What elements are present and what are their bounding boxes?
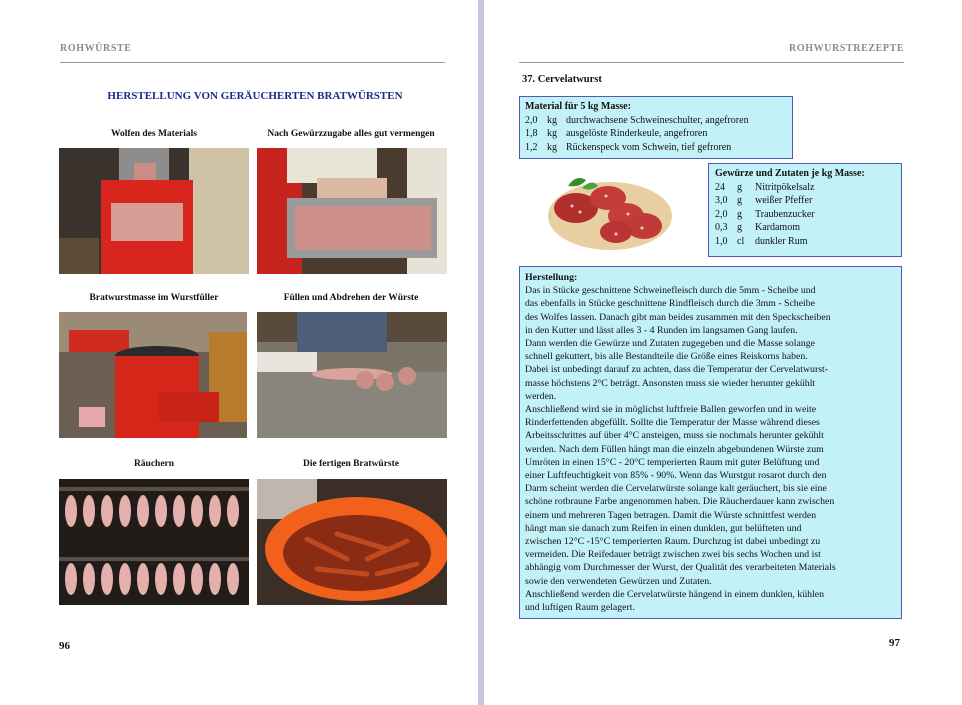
procedure-box — [519, 266, 902, 619]
photo-mincing-meat — [59, 148, 249, 274]
photo-filling-sausages — [257, 312, 447, 438]
spice-amount: 3,0 — [715, 195, 728, 206]
ingredient-amount: 1,8 — [525, 128, 538, 139]
spice-name: Kardamom — [755, 222, 800, 233]
procedure-line: Anschließend werden die Cervelatwürste hängend in einem dunklen, kühlen — [525, 588, 824, 600]
procedure-line: Anschließend wird sie in möglichst luftfreie Ballen geworfen und in weite — [525, 404, 817, 416]
photo-caption: Füllen und Abdrehen der Würste — [283, 293, 419, 303]
photo-mixing-spices — [257, 148, 447, 274]
spice-name: Nitritpökelsalz — [755, 181, 815, 193]
header-rule — [519, 62, 904, 63]
procedure-line: abhängig vom Durchmesser der Wurst, der Qualität des verarbeiteten Materials — [525, 562, 836, 574]
procedure-line: zwischen 12°C -15°C temperierten Raum. Durchzug ist dabei unbedingt zu — [525, 536, 821, 548]
spice-unit: g — [737, 222, 742, 233]
procedure-title: Herstellung: — [525, 272, 578, 283]
ingredient-name: durchwachsene Schweineschulter, angefroren — [566, 114, 749, 126]
running-head-right: ROHWURSTREZEPTE — [789, 43, 905, 54]
ingredient-row — [525, 127, 787, 141]
spice-amount: 1,0 — [715, 235, 728, 247]
ingredient-row — [525, 141, 787, 155]
spice-unit: g — [737, 181, 742, 193]
material-box-title: Material für 5 kg Masse: — [525, 101, 631, 112]
procedure-line: einem und mehreren Tagen betragen. Damit die Würste schnittfest werden — [525, 509, 817, 521]
procedure-line: Darm scheint werden die Cervelatwürste solange kalt geräuchert, bis sie eine — [525, 483, 827, 495]
photo-caption: Räuchern — [133, 459, 175, 469]
spice-row — [715, 208, 895, 222]
procedure-line: Umröten in einen 15°C - 20°C temperierten Raum mit guter Belüftung und — [525, 456, 820, 468]
photo-caption: Nach Gewürzzugabe alles gut vermengen — [267, 129, 435, 139]
photo-caption: Die fertigen Bratwürste — [302, 459, 400, 469]
spice-box-title: Gewürze und Zutaten je kg Masse: — [715, 168, 865, 179]
running-head-left: ROHWÜRSTE — [60, 43, 132, 54]
procedure-line: Arbeitsschrittes auf über 4°C ansteigen, muss sie nochmals herunter gekühlt — [525, 430, 824, 442]
ingredient-unit: kg — [547, 114, 557, 126]
ingredient-amount: 2,0 — [525, 114, 538, 126]
photo-sausage-filler — [59, 312, 247, 438]
recipe-title: 37. Cervelatwurst — [522, 74, 602, 85]
photo-smoking — [59, 479, 249, 605]
procedure-line: und luftigen Raum gelagert. — [525, 602, 635, 614]
spice-amount: 2,0 — [715, 208, 728, 220]
page-number-right: 97 — [889, 637, 900, 649]
material-box — [519, 96, 793, 159]
spice-amount: 0,3 — [715, 222, 728, 233]
procedure-line: schnell gekuttert, bis alle Bestandteile die Größe eines Reiskorns haben. — [525, 351, 808, 363]
page-title: HERSTELLUNG VON GERÄUCHERTEN BRATWÜRSTEN — [107, 90, 403, 102]
photo-finished-sausages — [257, 479, 447, 605]
procedure-line: masse höchstens 2°C beträgt. Ansonsten muss sie wieder herunter gekühlt — [525, 377, 816, 389]
spice-row — [715, 181, 895, 195]
spice-box — [708, 163, 902, 257]
spice-unit: cl — [737, 235, 745, 247]
photo-caption: Bratwurstmasse im Wurstfüller — [89, 293, 219, 303]
procedure-line: einer Luftfeuchtigkeit von 85% - 90%. Wenn das Wurstgut rosarot durch den — [525, 470, 827, 482]
procedure-line: hängt man sie danach zum Reifen in einen dunklen, gut belüfteten und — [525, 522, 802, 534]
procedure-line: das ebenfalls in Stücke geschnittene Rindfleisch durch die 3mm - Scheibe — [525, 298, 816, 310]
spice-row — [715, 235, 895, 249]
left-page — [0, 0, 478, 705]
ingredient-amount: 1,2 — [525, 141, 538, 153]
ingredient-unit: kg — [547, 128, 557, 139]
spice-name: weißer Pfeffer — [755, 195, 813, 206]
spice-row — [715, 221, 895, 235]
spice-amount: 24 — [715, 181, 725, 193]
photo-cervelat-slices — [546, 168, 674, 254]
right-page — [484, 0, 962, 705]
ingredient-unit: kg — [547, 141, 557, 153]
procedure-line: des Wolfes lassen. Danach gibt man beides zusammen mit den Speckscheiben — [525, 311, 831, 323]
spice-row — [715, 194, 895, 208]
procedure-line: schöne rotbraune Farbe angenommen haben. Die Räucherdauer kann zwischen — [525, 496, 835, 508]
ingredient-name: Rückenspeck vom Schwein, tief gefroren — [566, 141, 732, 153]
ingredient-row — [525, 114, 787, 128]
ingredient-name: ausgelöste Rinderkeule, angefroren — [566, 128, 708, 139]
procedure-line: Rinderfettenden abgefüllt. Sollte die Temperatur der Masse während dieses — [525, 417, 820, 429]
spice-name: dunkler Rum — [755, 235, 808, 247]
procedure-line: werden. — [525, 390, 557, 402]
procedure-line: werden. Nach dem Füllen hängt man die einzeln abgebundenen Würste zum — [525, 443, 824, 455]
procedure-line: in den Kutter und lässt alles 3 - 4 Runden im langsamen Gang laufen. — [525, 324, 798, 336]
photo-caption: Wolfen des Materials — [110, 129, 197, 139]
procedure-line: sowie den verwendeten Gewürzen und Zutaten. — [525, 575, 712, 587]
page-number-left: 96 — [59, 640, 70, 652]
spice-name: Traubenzucker — [755, 208, 815, 220]
procedure-line: Das in Stücke geschnittene Schweinefleisch durch die 5mm - Scheibe und — [525, 285, 816, 297]
header-rule — [60, 62, 445, 63]
procedure-line: Dabei ist unbedingt darauf zu achten, dass die Temperatur der Cervelatwurst- — [525, 364, 828, 376]
spice-unit: g — [737, 208, 742, 220]
procedure-line: Dann werden die Gewürze und Zutaten zugegeben und die Masse solange — [525, 338, 815, 350]
procedure-line: vermeiden. Die Reifedauer beträgt zwischen zwei bis sechs Wochen und ist — [525, 549, 821, 561]
spice-unit: g — [737, 195, 742, 206]
